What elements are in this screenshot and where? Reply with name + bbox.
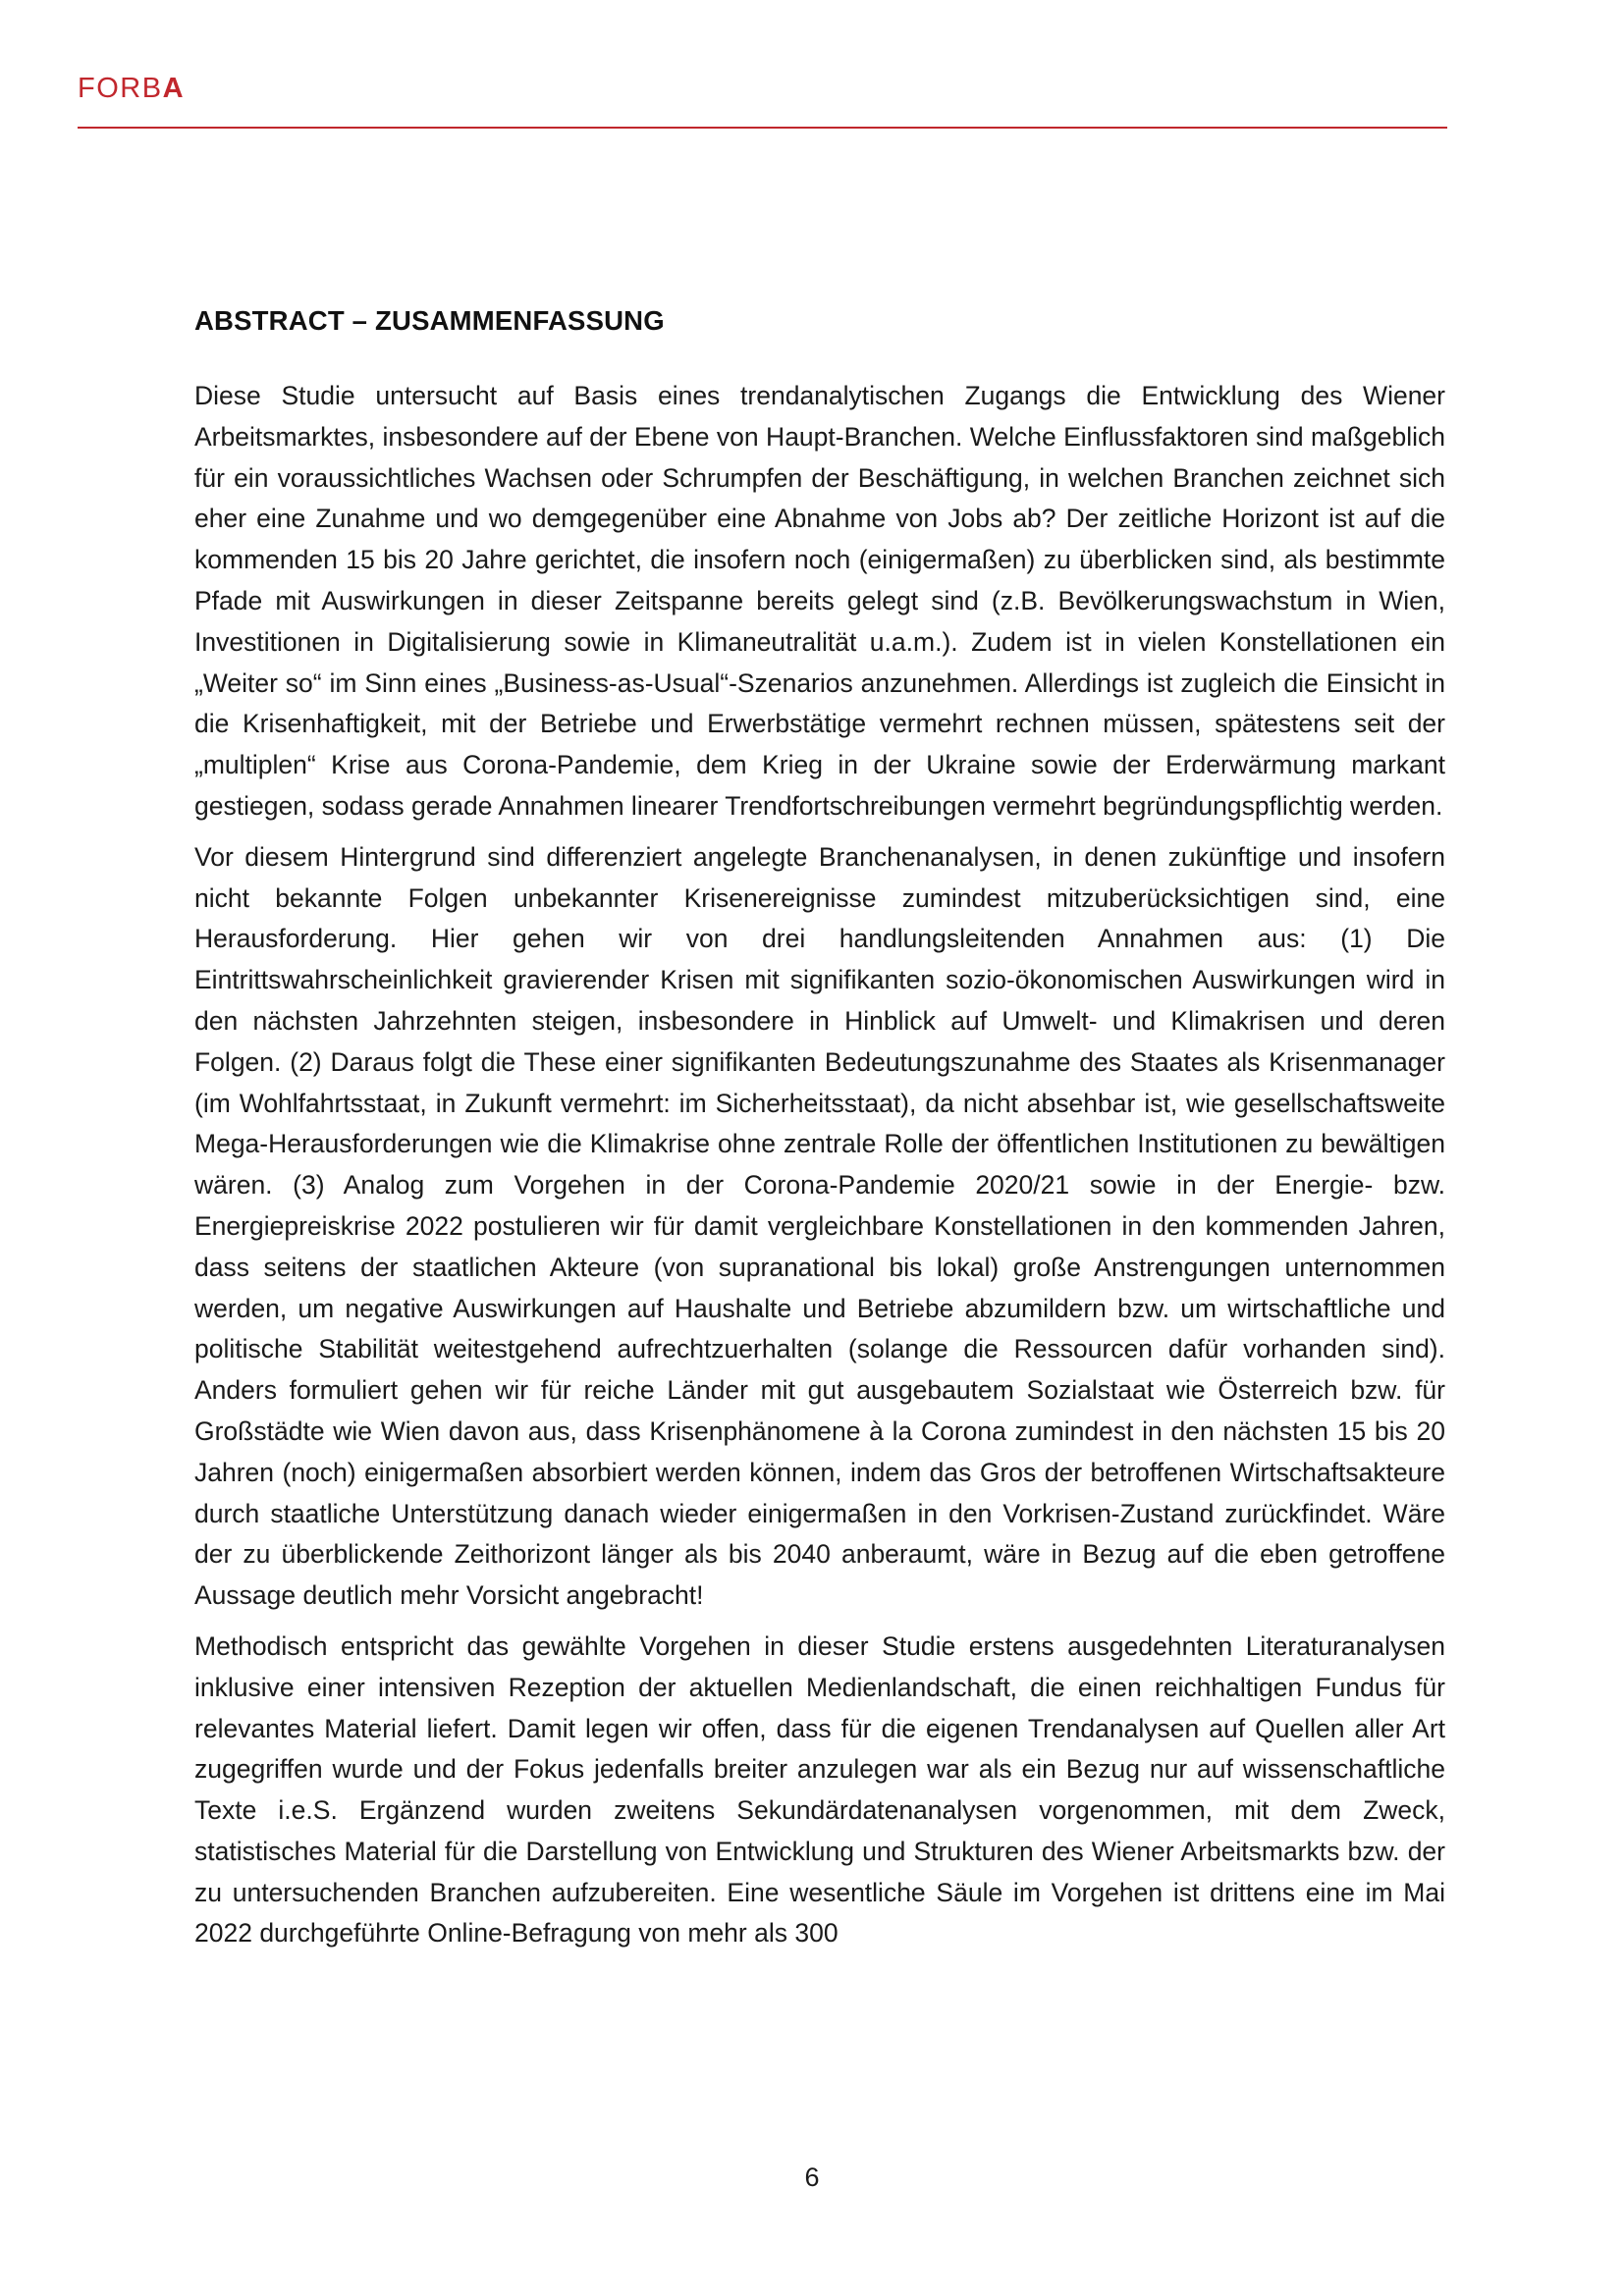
forba-logo <box>78 71 185 106</box>
paragraph-assumptions: Vor diesem Hintergrund sind differenziert angelegte Branchenanalysen, in denen zukünftige und insofern nicht bekannte Folgen unbekannter Krisenereignisse zumindest mitzuberücksichtigen sind, eine Herausforderung. Hier gehen wir von drei handlungsleitenden Annahmen aus: (1) Die Eintrittswahrscheinlichkeit gravierender Krisen mit signifikanten sozio-ökonomischen Auswirkungen wird in den nächsten Jahrzehnten steigen, insbesondere in Hinblick auf Umwelt- und Klimakrisen und deren Folgen. (2) Daraus folgt die These einer signifikanten Bedeutungszunahme des Staates als Krisenmanager (im Wohlfahrtsstaat, in Zukunft vermehrt: im Sicherheitsstaat), da nicht absehbar ist, wie gesellschaftsweite Mega-Herausforderungen wie die Klimakrise ohne zentrale Rolle der öffentlichen Institutionen zu bewältigen wären. (3) Analog zum Vorgehen in der Corona-Pandemie 2020/21 sowie in der Energie- bzw. Energiepreiskrise 2022 postulieren wir für damit vergleichbare Konstellationen in den kommenden Jahren, dass seitens der staatlichen Akteure (von supranational bis lokal) große Anstrengungen unternommen werden, um negative Auswirkungen auf Haushalte und Betriebe abzumildern bzw. um wirtschaftliche und politische Stabilität weitestgehend aufrechtzuerhalten (solange die Ressourcen dafür vorhanden sind). Anders formuliert gehen wir für reiche Länder mit gut ausgebautem Sozialstaat wie Österreich bzw. für Großstädte wie Wien davon aus, dass Krisenphänomene à la Corona zumindest in den nächsten 15 bis 20 Jahren (noch) einigermaßen absorbiert werden können, indem das Gros der betroffenen Wirtschaftsakteure durch staatliche Unterstützung danach wieder einigermaßen in den Vorkrisen-Zustand zurückfindet. Wäre der zu überblickende Zeithorizont länger als bis 2040 anberaumt, wäre in Bezug auf die eben getroffene Aussage deutlich mehr Vorsicht angebracht! <box>194 841 1445 1611</box>
page-number: 6 <box>804 2163 820 2192</box>
page-header <box>78 71 1447 130</box>
logo-bold-text: A <box>162 73 186 104</box>
header-divider <box>78 127 1447 129</box>
paragraph-intro: Diese Studie untersucht auf Basis eines trendanalytischen Zugangs die Entwicklung des Wiener Arbeitsmarktes, insbesondere auf der Ebene von Haupt-Branchen. Welche Einflussfaktoren sind maßgeblich für ein voraussichtliches Wachsen oder Schrumpfen der Beschäftigung, in welchen Branchen zeichnet sich eher eine Zunahme und wo demgegenüber eine Abnahme von Jobs ab? Der zeitliche Horizont ist auf die kommenden 15 bis 20 Jahre gerichtet, die insofern noch (einigermaßen) zu überblicken sind, als bestimmte Pfade mit Auswirkungen in dieser Zeitspanne bereits gelegt sind (z.B. Bevölkerungswachstum in Wien, Investitionen in Digitalisierung sowie in Klimaneutralität u.a.m.). Zudem ist in vielen Konstellationen ein „Weiter so“ im Sinn eines „Business-as-Usual“-Szenarios anzunehmen. Allerdings ist zugleich die Einsicht in die Krisenhaftigkeit, mit der Betriebe und Erwerbstätige vermehrt rechnen müssen, spätestens seit der „multiplen“ Krise aus Corona-Pandemie, dem Krieg in der Ukraine sowie der Erderwärmung markant gestiegen, sodass gerade Annahmen linearer Trendfortschreibungen vermehrt begründungspflichtig werden. <box>194 381 1445 821</box>
paragraph-methodology: Methodisch entspricht das gewählte Vorgehen in dieser Studie erstens ausgedehnten Literaturanalysen inklusive einer intensiven Rezeption der aktuellen Medienlandschaft, die einen reichhaltigen Fundus für relevantes Material liefert. Damit legen wir offen, dass für die eigenen Trendanalysen auf Quellen aller Art zugegriffen wurde und der Fokus jedenfalls breiter anzulegen war als ein Bezug nur auf wissenschaftliche Texte i.e.S. Ergänzend wurden zweitens Sekundärdatenanalysen vorgenommen, mit dem Zweck, statistisches Material für die Darstellung von Entwicklung und Strukturen des Wiener Arbeitsmarkts bzw. der zu untersuchenden Branchen aufzubereiten. Eine wesentliche Säule im Vorgehen ist drittens eine im Mai 2022 durchgeführte Online-Befragung von mehr als 300 <box>194 1630 1445 1949</box>
logo-regular-text: FORB <box>78 73 163 104</box>
document-body <box>194 303 1445 1966</box>
section-heading: ABSTRACT – ZUSAMMENFASSUNG <box>194 305 665 336</box>
